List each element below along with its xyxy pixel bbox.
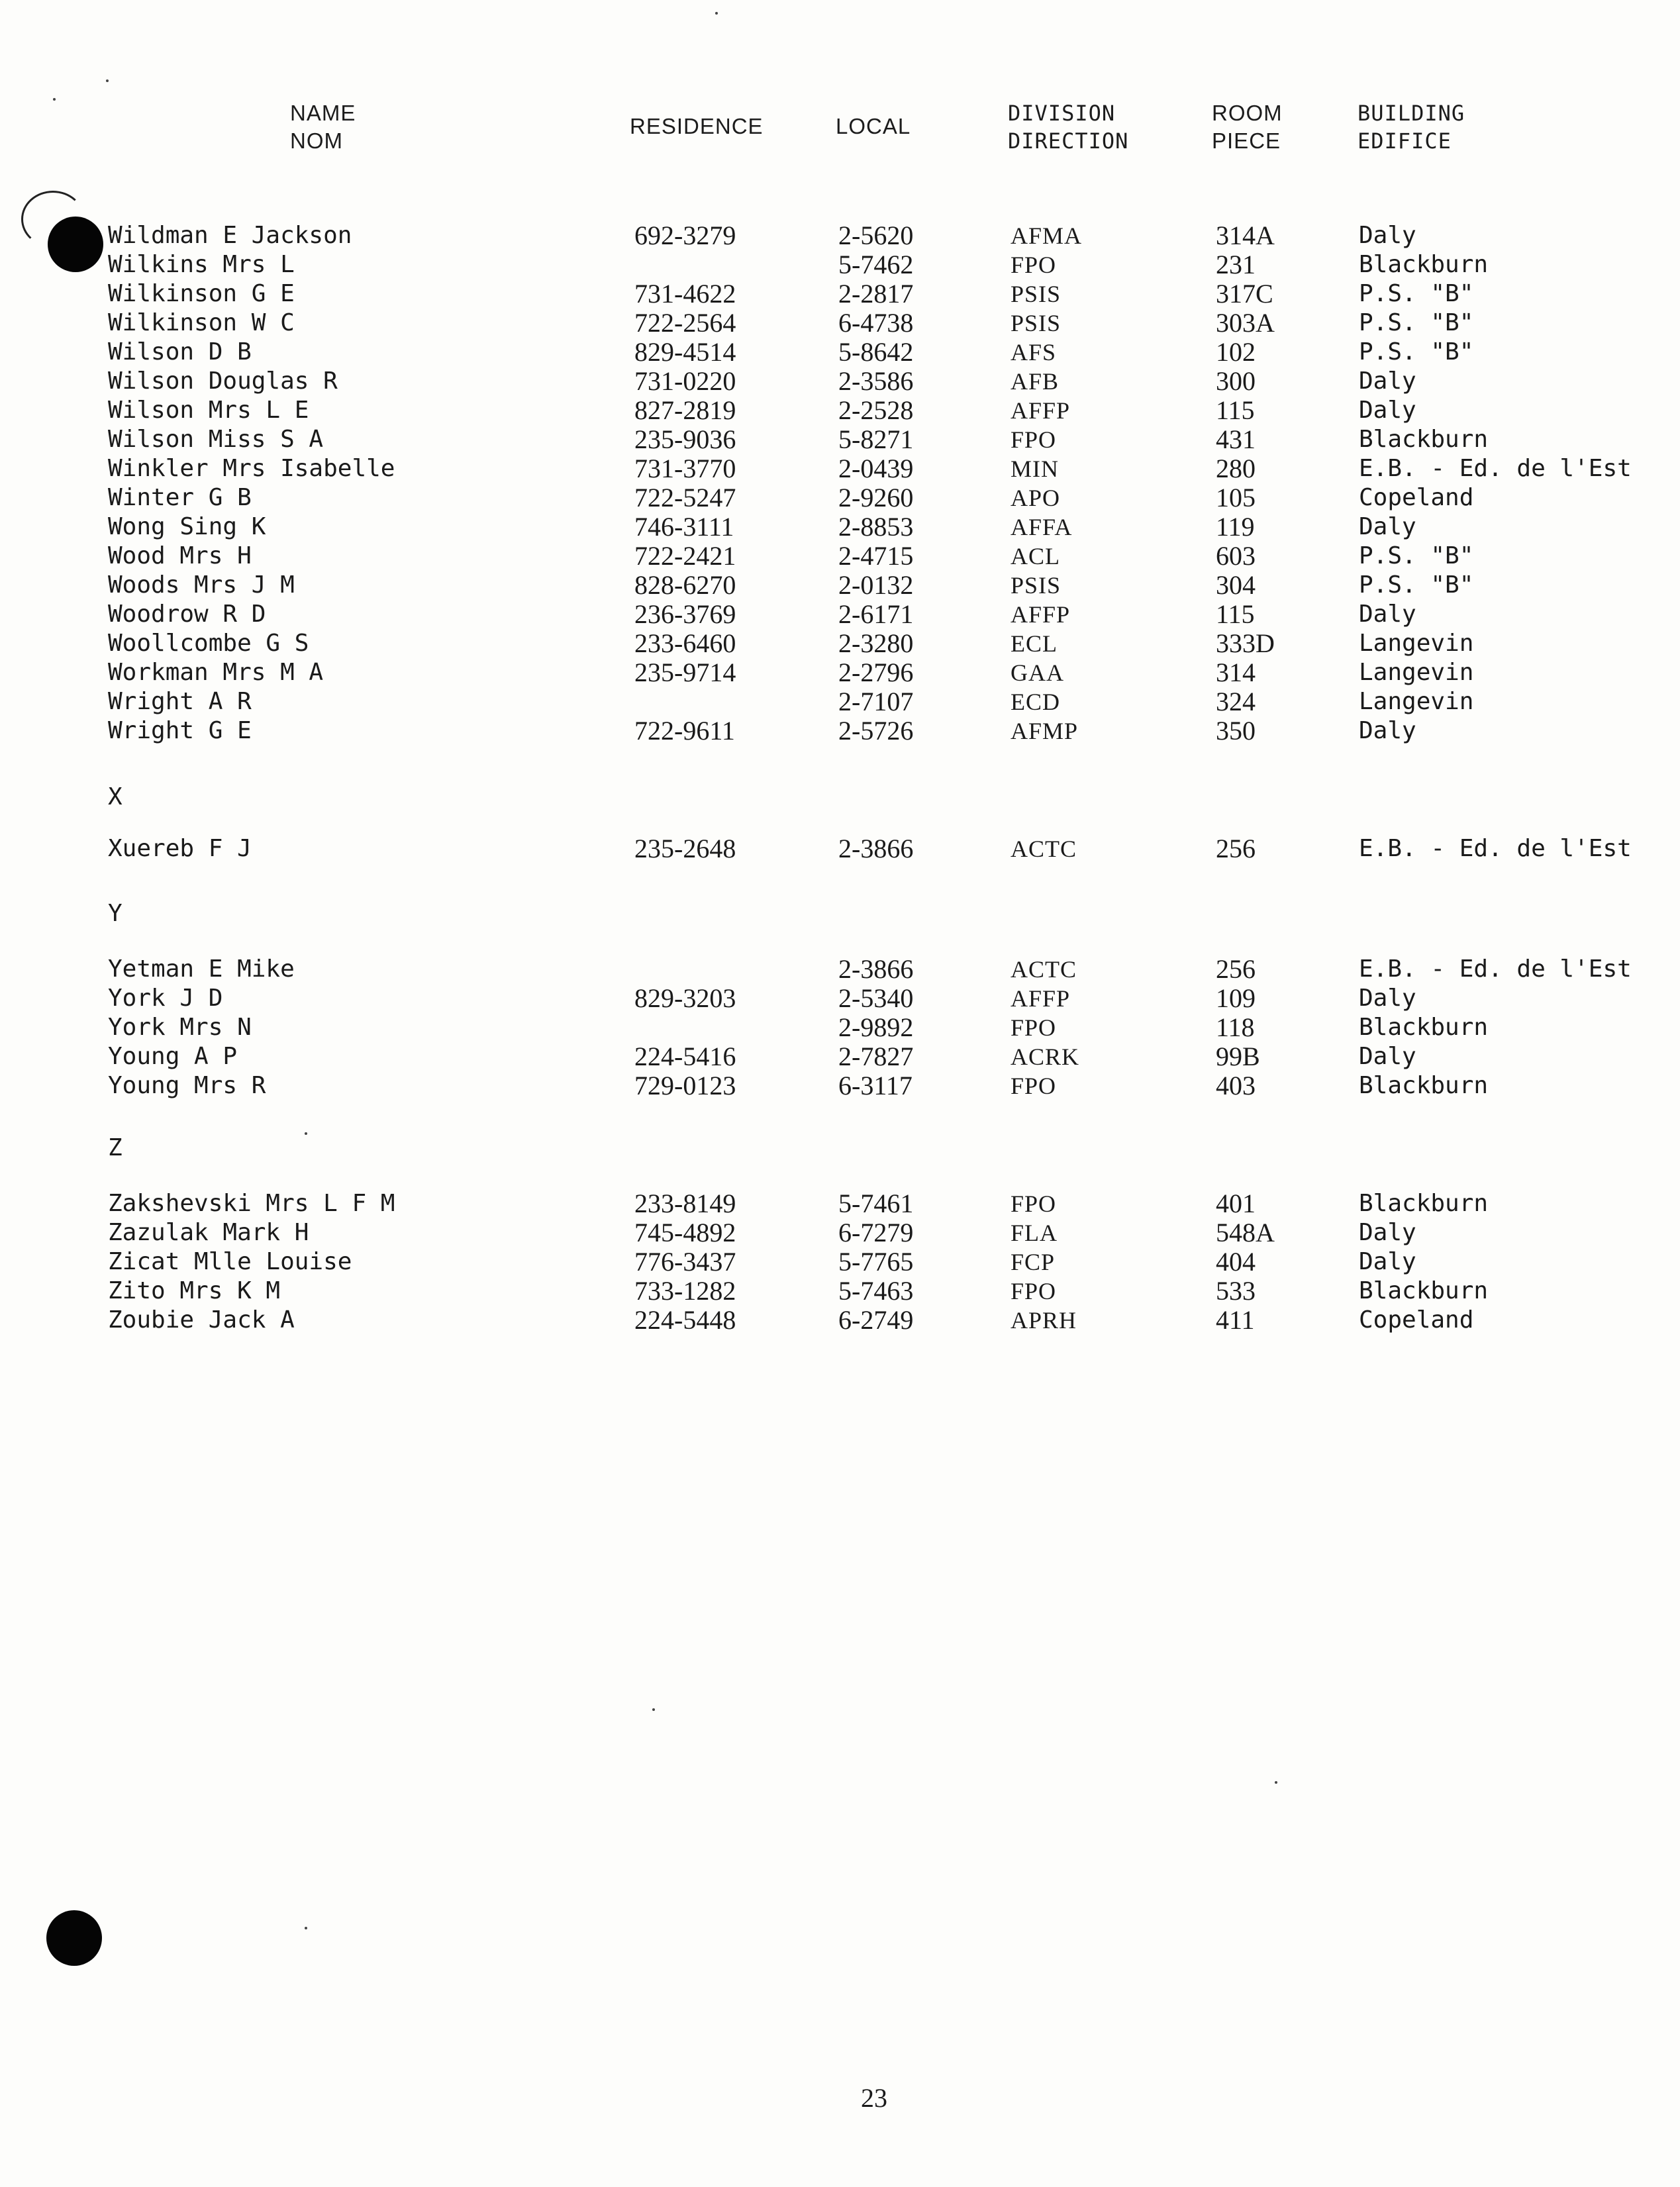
cell-building: Copeland — [1359, 1306, 1474, 1334]
cell-building: P.S. "B" — [1359, 542, 1474, 569]
cell-name: Wilkinson W C — [108, 309, 295, 336]
cell-division: FLA — [1011, 1220, 1058, 1246]
cell-building: Langevin — [1359, 659, 1474, 686]
table-row — [0, 1042, 1680, 1071]
cell-division: MIN — [1011, 456, 1059, 482]
header-room — [1212, 99, 1283, 155]
table-row — [0, 512, 1680, 542]
cell-local: 6-3117 — [838, 1071, 913, 1100]
cell-name: Young Mrs R — [108, 1072, 266, 1099]
header-building — [1358, 99, 1465, 155]
table-row — [0, 629, 1680, 658]
cell-room: 256 — [1216, 954, 1256, 984]
cell-name: Wildman E Jackson — [108, 222, 352, 249]
table-row — [0, 1189, 1680, 1218]
cell-name: Woodrow R D — [108, 601, 266, 628]
cell-local: 2-8853 — [838, 512, 914, 542]
punch-hole-top — [48, 217, 103, 272]
cell-building: Daly — [1359, 397, 1416, 424]
cell-residence: 224-5448 — [634, 1305, 736, 1335]
table-row — [0, 600, 1680, 629]
cell-room: 304 — [1216, 570, 1256, 600]
scan-speck — [106, 79, 109, 82]
cell-division: ACRK — [1011, 1044, 1080, 1070]
header-room-en: ROOM — [1212, 101, 1283, 125]
cell-room: 118 — [1216, 1012, 1255, 1042]
cell-residence: 722-2421 — [634, 541, 736, 571]
cell-building: E.B. - Ed. de l'Est — [1359, 455, 1632, 482]
cell-residence: 733-1282 — [634, 1276, 736, 1306]
table-row — [0, 454, 1680, 483]
cell-division: AFS — [1011, 339, 1057, 365]
cell-division: FPO — [1011, 1278, 1057, 1304]
section-letter: X — [108, 783, 123, 810]
cell-division: APO — [1011, 485, 1061, 511]
cell-division: AFB — [1011, 368, 1060, 395]
table-row — [0, 367, 1680, 396]
cell-residence: 235-9714 — [634, 657, 736, 687]
cell-name: Zicat Mlle Louise — [108, 1248, 352, 1275]
cell-local: 2-4715 — [838, 541, 914, 571]
cell-division: FPO — [1011, 1191, 1057, 1217]
cell-building: P.S. "B" — [1359, 338, 1474, 365]
cell-division: ECL — [1011, 630, 1058, 657]
cell-local: 5-7463 — [838, 1276, 914, 1306]
cell-division: GAA — [1011, 659, 1064, 686]
cell-residence: 731-4622 — [634, 279, 736, 309]
cell-building: Blackburn — [1359, 1277, 1489, 1304]
cell-room: 231 — [1216, 250, 1256, 279]
cell-residence: 224-5416 — [634, 1042, 736, 1071]
cell-local: 2-5340 — [838, 983, 914, 1013]
cell-division: FPO — [1011, 252, 1057, 278]
cell-room: 403 — [1216, 1071, 1256, 1100]
cell-name: York J D — [108, 985, 223, 1012]
cell-room: 317C — [1216, 279, 1273, 309]
table-row — [0, 279, 1680, 309]
cell-building: Blackburn — [1359, 1190, 1489, 1217]
cell-room: 115 — [1216, 599, 1255, 629]
cell-local: 2-2796 — [838, 657, 914, 687]
cell-division: ACL — [1011, 543, 1060, 569]
table-row — [0, 221, 1680, 250]
cell-local: 5-7765 — [838, 1247, 914, 1277]
cell-room: 350 — [1216, 716, 1256, 746]
cell-division: APRH — [1011, 1307, 1077, 1334]
cell-name: Wilson D B — [108, 338, 252, 365]
cell-local: 2-2528 — [838, 395, 914, 425]
table-row — [0, 250, 1680, 279]
cell-residence: 829-3203 — [634, 983, 736, 1013]
table-row — [0, 309, 1680, 338]
scan-speck — [652, 1708, 655, 1711]
cell-building: Copeland — [1359, 484, 1474, 511]
cell-name: Woollcombe G S — [108, 630, 309, 657]
header-division-en: DIVISION — [1008, 101, 1116, 126]
cell-building: Daly — [1359, 1248, 1416, 1275]
cell-room: 300 — [1216, 366, 1256, 396]
table-row — [0, 658, 1680, 687]
cell-room: 324 — [1216, 687, 1256, 716]
header-local — [836, 113, 911, 140]
cell-division: PSIS — [1011, 281, 1062, 307]
cell-local: 2-7827 — [838, 1042, 914, 1071]
table-row — [0, 571, 1680, 600]
table-row — [0, 425, 1680, 454]
section-letter: Z — [108, 1134, 123, 1161]
cell-name: Wright A R — [108, 688, 252, 715]
punch-hole-bottom — [46, 1910, 102, 1966]
cell-division: ACTC — [1011, 956, 1077, 983]
cell-building: Blackburn — [1359, 426, 1489, 453]
cell-room: 99B — [1216, 1042, 1260, 1071]
table-row — [0, 1247, 1680, 1277]
cell-local: 2-6171 — [838, 599, 914, 629]
cell-division: ACTC — [1011, 836, 1077, 862]
header-local-label: LOCAL — [836, 114, 911, 138]
cell-room: 548A — [1216, 1218, 1275, 1247]
cell-local: 5-8642 — [838, 337, 914, 367]
cell-name: Wilson Mrs L E — [108, 397, 309, 424]
cell-local: 6-7279 — [838, 1218, 914, 1247]
cell-name: Wilkins Mrs L — [108, 251, 295, 278]
cell-room: 109 — [1216, 983, 1256, 1013]
cell-residence: 829-4514 — [634, 337, 736, 367]
cell-room: 411 — [1216, 1305, 1255, 1335]
cell-room: 333D — [1216, 628, 1275, 658]
cell-local: 2-9260 — [838, 483, 914, 512]
cell-residence: 722-5247 — [634, 483, 736, 512]
cell-building: Daly — [1359, 367, 1416, 395]
table-row — [0, 483, 1680, 512]
cell-name: Wong Sing K — [108, 513, 266, 540]
cell-room: 603 — [1216, 541, 1256, 571]
cell-building: P.S. "B" — [1359, 571, 1474, 599]
cell-residence: 746-3111 — [634, 512, 734, 542]
cell-building: Daly — [1359, 222, 1416, 249]
cell-residence: 235-2648 — [634, 834, 736, 863]
cell-local: 2-5620 — [838, 220, 914, 250]
cell-name: Wright G E — [108, 717, 252, 744]
cell-building: P.S. "B" — [1359, 309, 1474, 336]
cell-residence: 235-9036 — [634, 424, 736, 454]
cell-room: 401 — [1216, 1189, 1256, 1218]
cell-local: 6-2749 — [838, 1305, 914, 1335]
header-name — [290, 99, 356, 155]
cell-division: AFFP — [1011, 397, 1071, 424]
cell-local: 2-7107 — [838, 687, 914, 716]
table-row — [0, 1013, 1680, 1042]
cell-residence: 692-3279 — [634, 220, 736, 250]
table-row — [0, 984, 1680, 1013]
cell-room: 256 — [1216, 834, 1256, 863]
cell-local: 5-7462 — [838, 250, 914, 279]
cell-local: 5-8271 — [838, 424, 914, 454]
cell-name: Wilson Douglas R — [108, 367, 338, 395]
cell-building: Daly — [1359, 513, 1416, 540]
cell-name: Wood Mrs H — [108, 542, 252, 569]
cell-division: FPO — [1011, 1073, 1057, 1099]
cell-building: Daly — [1359, 1219, 1416, 1246]
cell-building: Blackburn — [1359, 251, 1489, 278]
table-row — [0, 1071, 1680, 1100]
cell-local: 6-4738 — [838, 308, 914, 338]
cell-room: 119 — [1216, 512, 1255, 542]
header-division — [1008, 99, 1128, 155]
cell-name: Winter G B — [108, 484, 252, 511]
cell-name: Woods Mrs J M — [108, 571, 295, 599]
scan-speck — [1275, 1781, 1277, 1784]
table-row — [0, 542, 1680, 571]
table-row — [0, 396, 1680, 425]
cell-name: York Mrs N — [108, 1014, 252, 1041]
cell-name: Xuereb F J — [108, 835, 252, 862]
scan-speck — [305, 1927, 307, 1929]
cell-local: 2-3280 — [838, 628, 914, 658]
cell-division: ECD — [1011, 689, 1060, 715]
cell-building: E.B. - Ed. de l'Est — [1359, 835, 1632, 862]
cell-residence: 233-6460 — [634, 628, 736, 658]
cell-residence: 233-8149 — [634, 1189, 736, 1218]
cell-residence: 745-4892 — [634, 1218, 736, 1247]
page-number: 23 — [861, 2083, 887, 2113]
header-room-fr: PIECE — [1212, 128, 1281, 153]
table-row — [0, 1306, 1680, 1335]
cell-room: 280 — [1216, 454, 1256, 483]
cell-division: AFFP — [1011, 601, 1071, 628]
section-letter: Y — [108, 900, 123, 927]
cell-local: 2-2817 — [838, 279, 914, 309]
cell-building: Langevin — [1359, 630, 1474, 657]
cell-residence: 722-9611 — [634, 716, 735, 746]
cell-room: 102 — [1216, 337, 1256, 367]
cell-division: AFMA — [1011, 222, 1083, 249]
cell-local: 2-3866 — [838, 954, 914, 984]
cell-name: Young A P — [108, 1043, 238, 1070]
cell-room: 533 — [1216, 1276, 1256, 1306]
cell-residence: 731-3770 — [634, 454, 736, 483]
table-row — [0, 834, 1680, 863]
cell-residence: 776-3437 — [634, 1247, 736, 1277]
header-division-fr: DIRECTION — [1008, 128, 1129, 154]
cell-building: Daly — [1359, 601, 1416, 628]
table-row — [0, 716, 1680, 746]
cell-residence: 722-2564 — [634, 308, 736, 338]
table-row — [0, 1277, 1680, 1306]
cell-division: AFMP — [1011, 718, 1079, 744]
cell-room: 105 — [1216, 483, 1256, 512]
cell-name: Wilson Miss S A — [108, 426, 324, 453]
cell-name: Zoubie Jack A — [108, 1306, 295, 1334]
cell-building: Blackburn — [1359, 1072, 1489, 1099]
cell-building: Daly — [1359, 985, 1416, 1012]
cell-name: Wilkinson G E — [108, 280, 295, 307]
scan-speck — [53, 98, 56, 101]
cell-local: 5-7461 — [838, 1189, 914, 1218]
cell-division: PSIS — [1011, 310, 1062, 336]
cell-local: 2-3586 — [838, 366, 914, 396]
table-row — [0, 338, 1680, 367]
cell-name: Workman Mrs M A — [108, 659, 324, 686]
cell-residence: 729-0123 — [634, 1071, 736, 1100]
cell-local: 2-3866 — [838, 834, 914, 863]
header-building-en: BUILDING — [1358, 101, 1465, 126]
cell-building: P.S. "B" — [1359, 280, 1474, 307]
header-name-en: NAME — [290, 101, 356, 125]
cell-residence: 236-3769 — [634, 599, 736, 629]
cell-division: FPO — [1011, 426, 1057, 453]
cell-residence: 828-6270 — [634, 570, 736, 600]
cell-division: FPO — [1011, 1014, 1057, 1041]
cell-local: 2-0132 — [838, 570, 914, 600]
cell-name: Zito Mrs K M — [108, 1277, 281, 1304]
cell-division: AFFP — [1011, 985, 1071, 1012]
cell-residence: 731-0220 — [634, 366, 736, 396]
cell-room: 404 — [1216, 1247, 1256, 1277]
cell-local: 2-5726 — [838, 716, 914, 746]
cell-room: 314 — [1216, 657, 1256, 687]
cell-division: PSIS — [1011, 572, 1062, 599]
table-row — [0, 955, 1680, 984]
cell-room: 431 — [1216, 424, 1256, 454]
cell-building: E.B. - Ed. de l'Est — [1359, 955, 1632, 983]
cell-room: 115 — [1216, 395, 1255, 425]
cell-building: Blackburn — [1359, 1014, 1489, 1041]
scan-speck — [715, 12, 718, 15]
cell-local: 2-0439 — [838, 454, 914, 483]
cell-building: Daly — [1359, 717, 1416, 744]
cell-name: Yetman E Mike — [108, 955, 295, 983]
cell-division: AFFA — [1011, 514, 1073, 540]
header-name-fr: NOM — [290, 128, 343, 153]
cell-name: Winkler Mrs Isabelle — [108, 455, 395, 482]
header-residence — [630, 113, 764, 140]
table-row — [0, 687, 1680, 716]
header-building-fr: EDIFICE — [1358, 128, 1452, 154]
cell-name: Zakshevski Mrs L F M — [108, 1190, 395, 1217]
cell-building: Langevin — [1359, 688, 1474, 715]
header-residence-label: RESIDENCE — [630, 114, 764, 138]
cell-room: 314A — [1216, 220, 1275, 250]
cell-room: 303A — [1216, 308, 1275, 338]
cell-building: Daly — [1359, 1043, 1416, 1070]
cell-local: 2-9892 — [838, 1012, 914, 1042]
table-row — [0, 1218, 1680, 1247]
cell-division: FCP — [1011, 1249, 1056, 1275]
cell-name: Zazulak Mark H — [108, 1219, 309, 1246]
scan-speck — [305, 1132, 307, 1135]
cell-residence: 827-2819 — [634, 395, 736, 425]
